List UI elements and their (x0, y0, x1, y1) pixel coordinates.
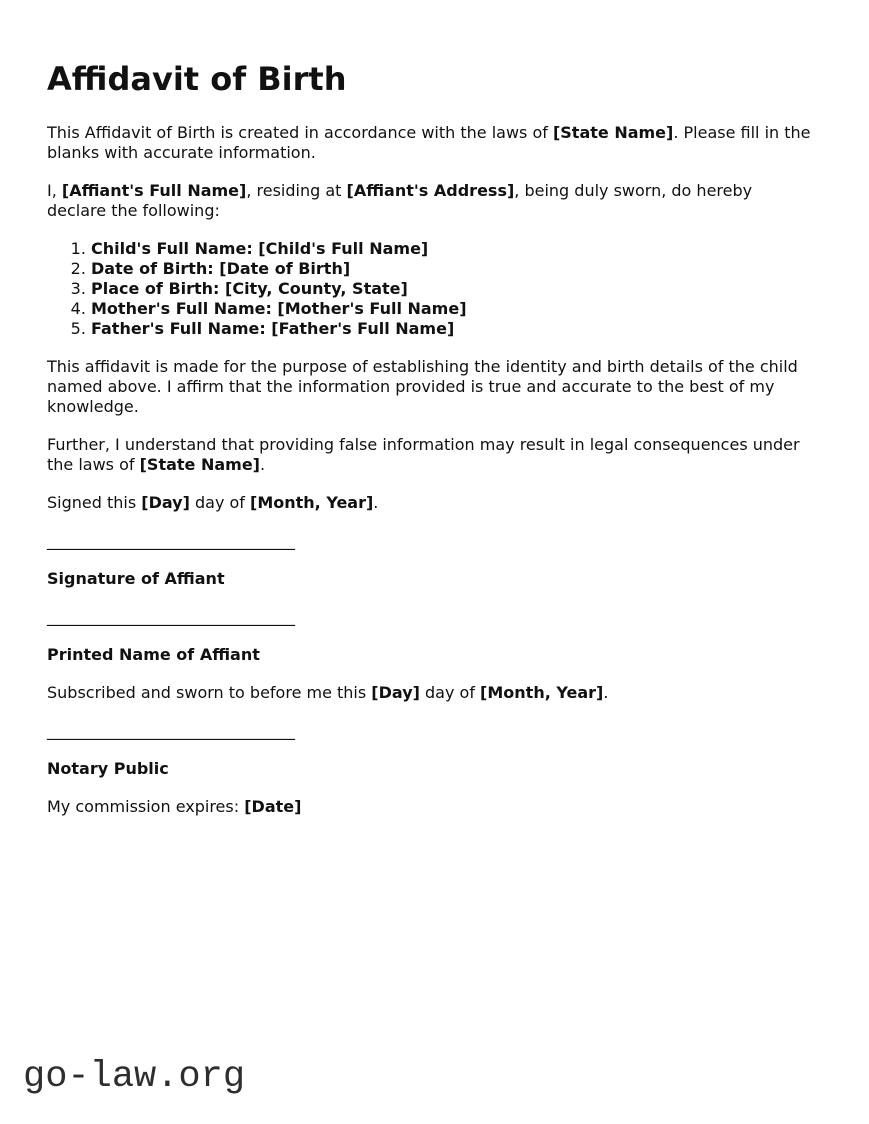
list-item-place-of-birth: 3. Place of Birth: [City, County, State] (91, 279, 814, 299)
birth-details-list (47, 239, 814, 339)
commission-expires-paragraph: My commission expires: [Date] (47, 797, 302, 816)
signature-of-affiant-label: Signature of Affiant (47, 569, 225, 588)
legal-consequences-paragraph: Further, I understand that providing false information may result in legal consequences under the laws of [State Name]. (47, 435, 800, 474)
affiant-signature-line: _______________________________ (47, 531, 295, 550)
notary-signature-line: _______________________________ (47, 721, 295, 740)
purpose-paragraph: This affidavit is made for the purpose of establishing the identity and birth details of the child named above. I affirm that the information provided is true and accurate to the best of my knowledge. (47, 357, 798, 416)
page-title: Affidavit of Birth (47, 60, 347, 98)
printed-name-of-affiant-label: Printed Name of Affiant (47, 645, 260, 664)
list-item-mother-full-name: 4. Mother's Full Name: [Mother's Full Name] (91, 299, 814, 319)
notary-public-label: Notary Public (47, 759, 169, 778)
list-item-child-full-name: 1. Child's Full Name: [Child's Full Name] (91, 239, 814, 259)
list-item-date-of-birth: 2. Date of Birth: [Date of Birth] (91, 259, 814, 279)
printed-name-line: _______________________________ (47, 607, 295, 626)
list-item-father-full-name: 5. Father's Full Name: [Father's Full Name] (91, 319, 814, 339)
declaration-paragraph: I, [Affiant's Full Name], residing at [Affiant's Address], being duly sworn, do hereby declare the following: (47, 181, 753, 220)
sworn-paragraph: Subscribed and sworn to before me this [Day] day of [Month, Year]. (47, 683, 609, 702)
footer-site-name: go-law.org (23, 1056, 246, 1098)
signed-date-paragraph: Signed this [Day] day of [Month, Year]. (47, 493, 379, 512)
intro-paragraph: This Affidavit of Birth is created in accordance with the laws of [State Name]. Please fill in the blanks with accurate information. (47, 123, 811, 162)
